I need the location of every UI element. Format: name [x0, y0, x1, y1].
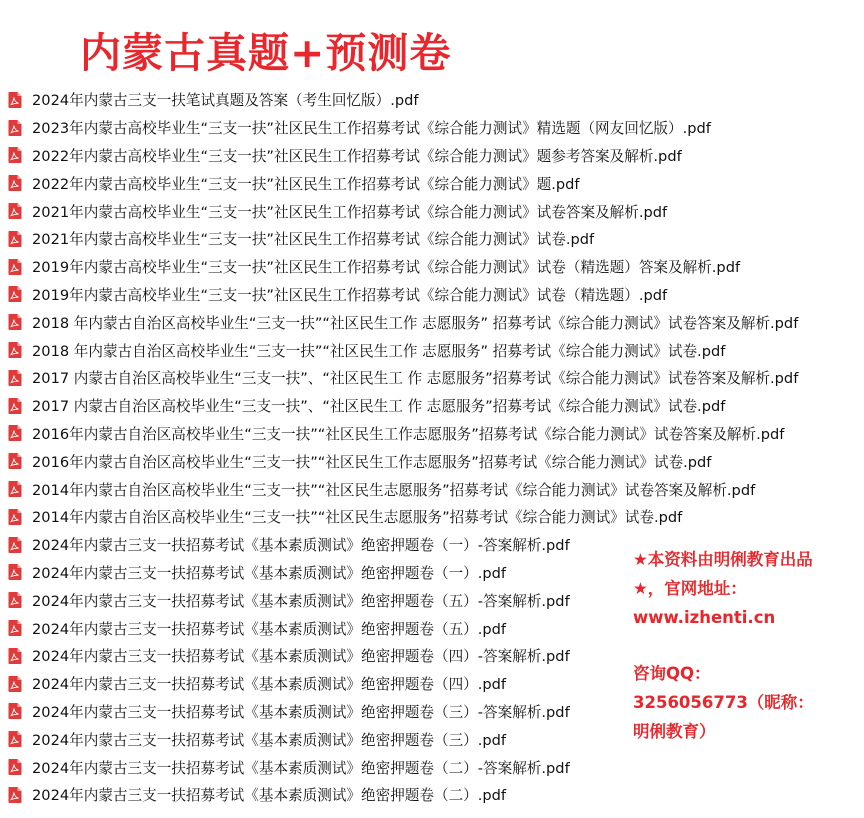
file-name: 2018 年内蒙古自治区高校毕业生“三支一扶”“社区民生工作 志愿服务” 招募考试《综合能力测试》试卷答案及解析.pdf [32, 314, 799, 332]
file-name: 2014年内蒙古自治区高校毕业生“三支一扶”“社区民生志愿服务”招募考试《综合能力测试》试卷.pdf [32, 509, 683, 527]
file-item[interactable] [0, 475, 798, 503]
promo-producer: ★本资料由明俐教育出品 [633, 550, 813, 569]
pdf-file-icon [8, 620, 22, 636]
file-item[interactable] [0, 364, 798, 392]
pdf-file-icon [8, 537, 22, 553]
file-name: 2024年内蒙古三支一扶招募考试《基本素质测试》绝密押题卷（五）-答案解析.pdf [32, 592, 570, 610]
pdf-file-icon [8, 259, 22, 275]
pdf-file-icon [8, 120, 22, 136]
file-item[interactable] [0, 420, 798, 448]
promo-nickname: 明俐教育） [633, 722, 716, 741]
file-name: 2018 年内蒙古自治区高校毕业生“三支一扶”“社区民生工作 志愿服务” 招募考试《综合能力测试》试卷.pdf [32, 342, 726, 360]
file-name: 2023年内蒙古高校毕业生“三支一扶”社区民生工作招募考试《综合能力测试》精选题（网友回忆版）.pdf [32, 120, 711, 138]
file-name: 2024年内蒙古三支一扶笔试真题及答案（考生回忆版）.pdf [32, 92, 419, 110]
pdf-file-icon [8, 147, 22, 163]
file-item[interactable] [0, 336, 798, 364]
file-item[interactable] [0, 308, 798, 336]
pdf-file-icon [8, 425, 22, 441]
pdf-file-icon [8, 370, 22, 386]
file-item[interactable] [0, 503, 798, 531]
pdf-file-icon [8, 203, 22, 219]
file-name: 2017 内蒙古自治区高校毕业生“三支一扶”、“社区民生工 作 志愿服务”招募考试《综合能力测试》试卷答案及解析.pdf [32, 370, 799, 388]
pdf-file-icon [8, 314, 22, 330]
file-name: 2017 内蒙古自治区高校毕业生“三支一扶”、“社区民生工 作 志愿服务”招募考试《综合能力测试》试卷.pdf [32, 398, 726, 416]
pdf-file-icon [8, 731, 22, 747]
pdf-file-icon [8, 787, 22, 803]
file-name: 2024年内蒙古三支一扶招募考试《基本素质测试》绝密押题卷（二）.pdf [32, 787, 507, 805]
file-name: 2019年内蒙古高校毕业生“三支一扶”社区民生工作招募考试《综合能力测试》试卷（精选题）答案及解析.pdf [32, 259, 741, 277]
page-title: 内蒙古真题+预测卷 [80, 29, 452, 77]
file-name: 2024年内蒙古三支一扶招募考试《基本素质测试》绝密押题卷（五）.pdf [32, 620, 507, 638]
file-name: 2024年内蒙古三支一扶招募考试《基本素质测试》绝密押题卷（四）-答案解析.pdf [32, 648, 570, 666]
file-item[interactable] [0, 169, 798, 197]
file-name: 2024年内蒙古三支一扶招募考试《基本素质测试》绝密押题卷（三）-答案解析.pdf [32, 703, 570, 721]
pdf-file-icon [8, 286, 22, 302]
file-item[interactable] [0, 225, 798, 253]
pdf-file-icon [8, 92, 22, 108]
file-name: 2024年内蒙古三支一扶招募考试《基本素质测试》绝密押题卷（四）.pdf [32, 676, 507, 694]
file-item[interactable] [0, 86, 798, 114]
pdf-file-icon [8, 481, 22, 497]
file-item[interactable] [0, 253, 798, 281]
pdf-file-icon [8, 175, 22, 191]
file-name: 2022年内蒙古高校毕业生“三支一扶”社区民生工作招募考试《综合能力测试》题.pdf [32, 175, 580, 193]
file-name: 2024年内蒙古三支一扶招募考试《基本素质测试》绝密押题卷（一）.pdf [32, 564, 507, 582]
file-name: 2019年内蒙古高校毕业生“三支一扶”社区民生工作招募考试《综合能力测试》试卷（精选题）.pdf [32, 286, 668, 304]
file-item[interactable] [0, 781, 798, 809]
pdf-file-icon [8, 676, 22, 692]
file-item[interactable] [0, 142, 798, 170]
file-item[interactable] [0, 197, 798, 225]
pdf-file-icon [8, 342, 22, 358]
file-name: 2024年内蒙古三支一扶招募考试《基本素质测试》绝密押题卷（二）-答案解析.pdf [32, 759, 570, 777]
file-item[interactable] [0, 114, 798, 142]
promo-qq-label: 咨询QQ： [633, 664, 711, 683]
pdf-file-icon [8, 564, 22, 580]
file-item[interactable] [0, 281, 798, 309]
promo-site-label: ★，官网地址： [633, 579, 747, 598]
promo-site-url[interactable]: www.izhenti.cn [633, 608, 776, 627]
file-name: 2024年内蒙古三支一扶招募考试《基本素质测试》绝密押题卷（一）-答案解析.pdf [32, 537, 570, 555]
file-name: 2021年内蒙古高校毕业生“三支一扶”社区民生工作招募考试《综合能力测试》试卷.pdf [32, 231, 595, 249]
pdf-file-icon [8, 453, 22, 469]
file-name: 2016年内蒙古自治区高校毕业生“三支一扶”“社区民生工作志愿服务”招募考试《综合能力测试》试卷答案及解析.pdf [32, 425, 785, 443]
pdf-file-icon [8, 703, 22, 719]
file-name: 2024年内蒙古三支一扶招募考试《基本素质测试》绝密押题卷（三）.pdf [32, 731, 507, 749]
file-name: 2022年内蒙古高校毕业生“三支一扶”社区民生工作招募考试《综合能力测试》题参考答案及解析.pdf [32, 147, 682, 165]
promo-panel [633, 546, 814, 747]
file-name: 2016年内蒙古自治区高校毕业生“三支一扶”“社区民生工作志愿服务”招募考试《综合能力测试》试卷.pdf [32, 453, 712, 471]
file-item[interactable] [0, 753, 798, 781]
pdf-file-icon [8, 759, 22, 775]
file-name: 2014年内蒙古自治区高校毕业生“三支一扶”“社区民生志愿服务”招募考试《综合能力测试》试卷答案及解析.pdf [32, 481, 756, 499]
file-item[interactable] [0, 447, 798, 475]
pdf-file-icon [8, 398, 22, 414]
promo-qq-number: 3256056773（昵称： [633, 693, 814, 712]
pdf-file-icon [8, 509, 22, 525]
file-item[interactable] [0, 392, 798, 420]
promo-spacer [633, 633, 814, 660]
pdf-file-icon [8, 648, 22, 664]
file-name: 2021年内蒙古高校毕业生“三支一扶”社区民生工作招募考试《综合能力测试》试卷答案及解析.pdf [32, 203, 668, 221]
pdf-file-icon [8, 592, 22, 608]
pdf-file-icon [8, 231, 22, 247]
